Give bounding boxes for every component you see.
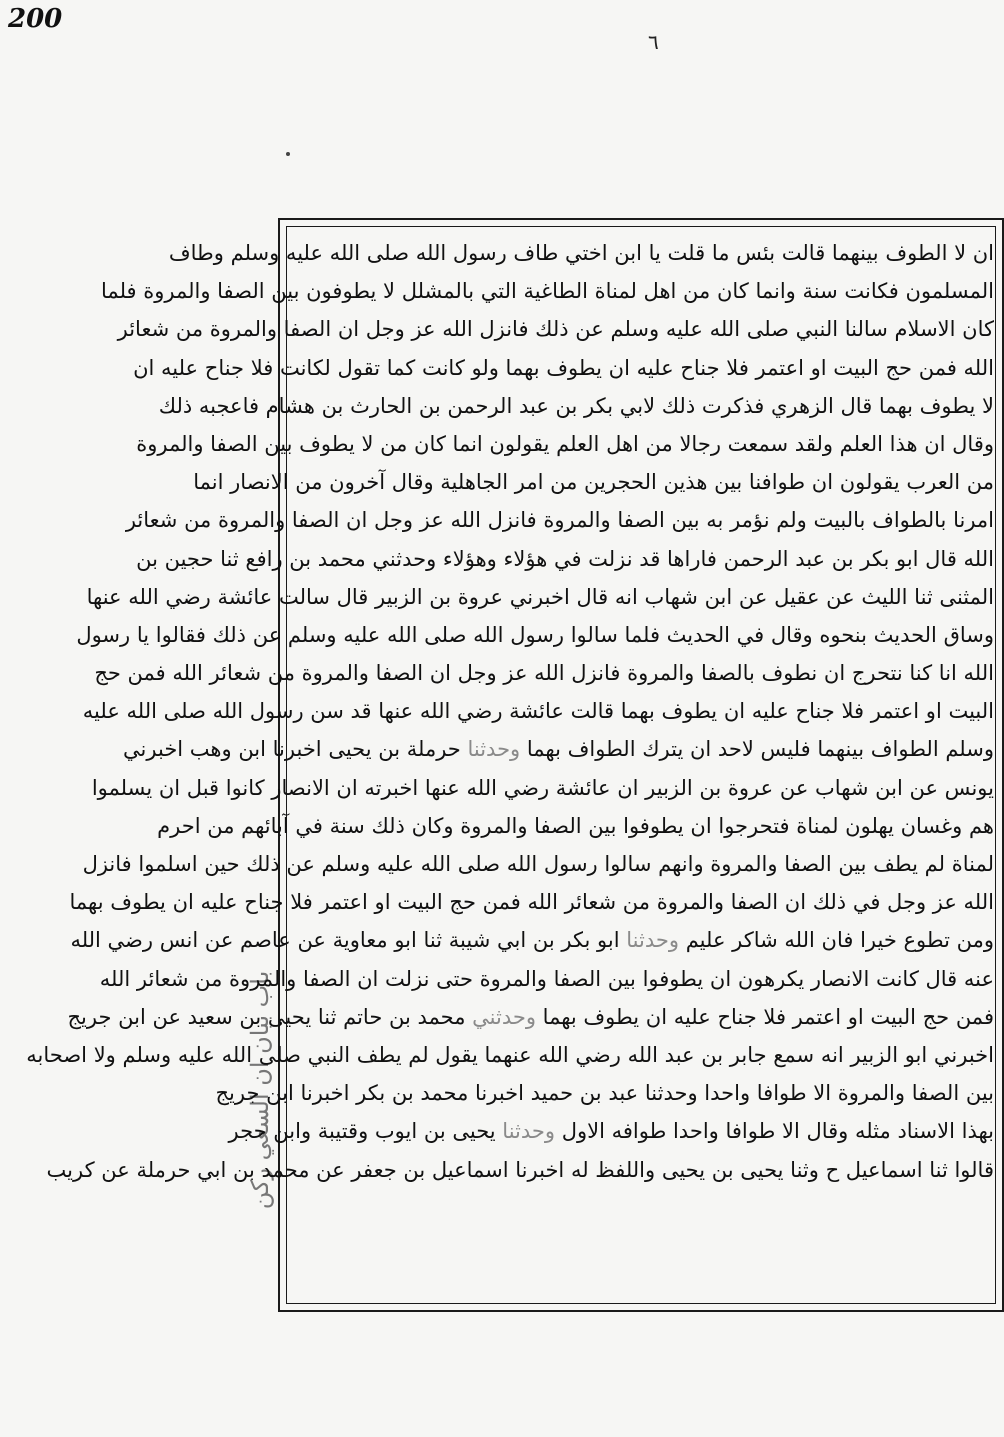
line-text-continued: محمد بن حاتم ثنا يحيى بن سعيد عن ابن جريج [67,1004,466,1029]
line-text: ان لا الطوف بينهما قالت بئس ما قلت يا ابن اختي طاف رسول الله صلى الله عليه وسلم وطاف [168,241,994,265]
rubric-word: وحدثنا [626,928,680,953]
text-line [136,540,994,578]
line-text: وسلم الطواف بينهما فليس لاحد ان يترك الطواف بهما [526,737,994,762]
rubric-word: وحدثنا [467,737,521,762]
line-text: يونس عن ابن شهاب عن عروة بن الزبير ان عائشة رضي الله عنها اخبرته ان الانصار كانوا قبل ان يسلموا [91,775,994,800]
line-text: اخبرني ابو الزبير انه سمع جابر بن عبد الله رضي الله عنهما يقول لم يطف النبي صلى الله عليه وسلم ولا اصحابه [26,1042,994,1067]
line-text: وساق الحديث بنحوه وقال في الحديث فلما سالوا رسول الله صلى الله عليه وسلم عن ذلك فقالوا يا رسول [76,622,994,647]
text-line [69,883,994,921]
line-text: لا يطوف بهما قال الزهري فذكرت ذلك لابي بكر بن عبد الرحمن بن الحارث بن هشام فاعجبه ذلك [158,393,994,418]
text-line [26,1036,994,1074]
line-text-continued: حرملة بن يحيى اخبرنا ابن وهب اخبرني [123,737,461,762]
line-text: المسلمون فكانت سنة وانما كان من اهل لمناة الطاغية التي بالمشلل لا يطوفون بين الصفا والمروة فلما [101,279,994,304]
text-line [99,960,994,998]
line-text: بهذا الاسناد مثله وقال الا طوافا واحدا طوافه الاول [561,1119,994,1144]
page-number: 200 [8,4,63,34]
line-text: قالوا ثنا اسماعيل ح وثنا يحيى بن يحيى واللفظ له اخبرنا اسماعيل بن جعفر عن محمد بن ابي حرملة عن كريب [46,1157,994,1182]
text-line [133,349,994,387]
ink-speck [286,152,290,156]
text-line [82,692,994,730]
page-top-mark: ٦ [648,30,659,54]
text-line [46,1151,994,1189]
line-text: الله انا كنا نتحرج ان نطوف بالصفا والمروة فانزل الله عز وجل ان الصفا والمروة من شعائر الله فمن حج [94,661,994,686]
line-text: البيت او اعتمر فلا جناح عليه ان يطوف بهما قالت عائشة رضي الله عنها قد سن رسول الله صلى الله عليه [82,699,994,724]
text-line [168,234,994,272]
text-line [157,807,994,845]
text-line [136,425,994,463]
text-line [125,501,994,539]
line-text: لمناة لم يطف بين الصفا والمروة وانهم سالوا رسول الله صلى الله عليه وسلم عن ذلك حين اسلموا فانزل [82,852,994,876]
text-line [76,616,994,654]
text-line [101,272,994,310]
text-line [70,921,994,959]
line-text: من العرب يقولون ان طوافنا بين هذين الحجرين من امر الجاهلية وقال آخرون من الانصار انما [193,470,994,495]
text-line [193,463,994,501]
rubric-word: وحدثنا [502,1119,556,1144]
line-text-continued: ابو بكر بن ابي شيبة ثنا ابو معاوية عن عاصم عن انس رضي الله [70,928,620,953]
line-text-continued: يحيى بن ايوب وقتيبة وابن حجر [228,1119,496,1144]
text-line [117,310,994,348]
text-line [158,387,994,425]
line-text: الله عز وجل في ذلك ان الصفا والمروة من شعائر الله فمن حج البيت او اعتمر فلا جناح عليه ان يطوف بهما [69,890,994,915]
line-text: فمن حج البيت او اعتمر فلا جناح عليه ان يطوف بهما [542,1004,994,1029]
line-text: ومن تطوع خيرا فان الله شاكر عليم [685,928,994,953]
text-line [86,578,994,616]
line-text: بين الصفا والمروة الا طوافا واحدا وحدثنا عبد بن حميد اخبرنا محمد بن بكر اخبرنا ابن جريج [215,1081,994,1106]
margin-note-text: باب بيان ان السعي ركن [246,970,274,1210]
line-text: عنه قال كانت الانصار يكرهون ان يطوفوا بين الصفا والمروة حتى نزلت ان الصفا والمروة من شعائر الله [99,966,994,991]
text-line [91,769,994,807]
line-text: كان الاسلام سالنا النبي صلى الله عليه وسلم عن ذلك فانزل الله عز وجل ان الصفا والمروة من شعائر [117,317,994,342]
rubric-word: وحدثني [472,1004,536,1029]
text-line [215,1074,994,1112]
line-text: امرنا بالطواف بالبيت ولم نؤمر به بين الصفا والمروة فانزل الله عز وجل ان الصفا والمروة من شعائر [125,508,994,533]
text-line [94,654,994,692]
text-line [228,1112,994,1150]
line-text: وقال ان هذا العلم ولقد سمعت رجالا من اهل العلم يقولون انما كان من لا يطوف بين الصفا والمروة [136,431,994,456]
line-text: الله فمن حج البيت او اعتمر فلا جناح عليه ان يطوف بهما ولو كانت كما تقول لكانت فلا جناح عليه ان [133,355,994,380]
text-line [82,845,994,883]
line-text: المثنى ثنا الليث عن عقيل عن ابن شهاب انه قال اخبرني عروة بن الزبير قال سالت عائشة رضي الله عنها [86,584,994,609]
text-line [67,998,994,1036]
line-text: الله قال ابو بكر بن عبد الرحمن فاراها قد نزلت في هؤلاء وهؤلاء وحدثني محمد بن رافع ثنا حجين بن [136,546,994,571]
line-text: هم وغسان يهلون لمناة فتحرجوا ان يطوفوا بين الصفا والمروة وكان ذلك سنة في آبائهم من احرم [157,813,994,838]
text-line [123,730,994,768]
